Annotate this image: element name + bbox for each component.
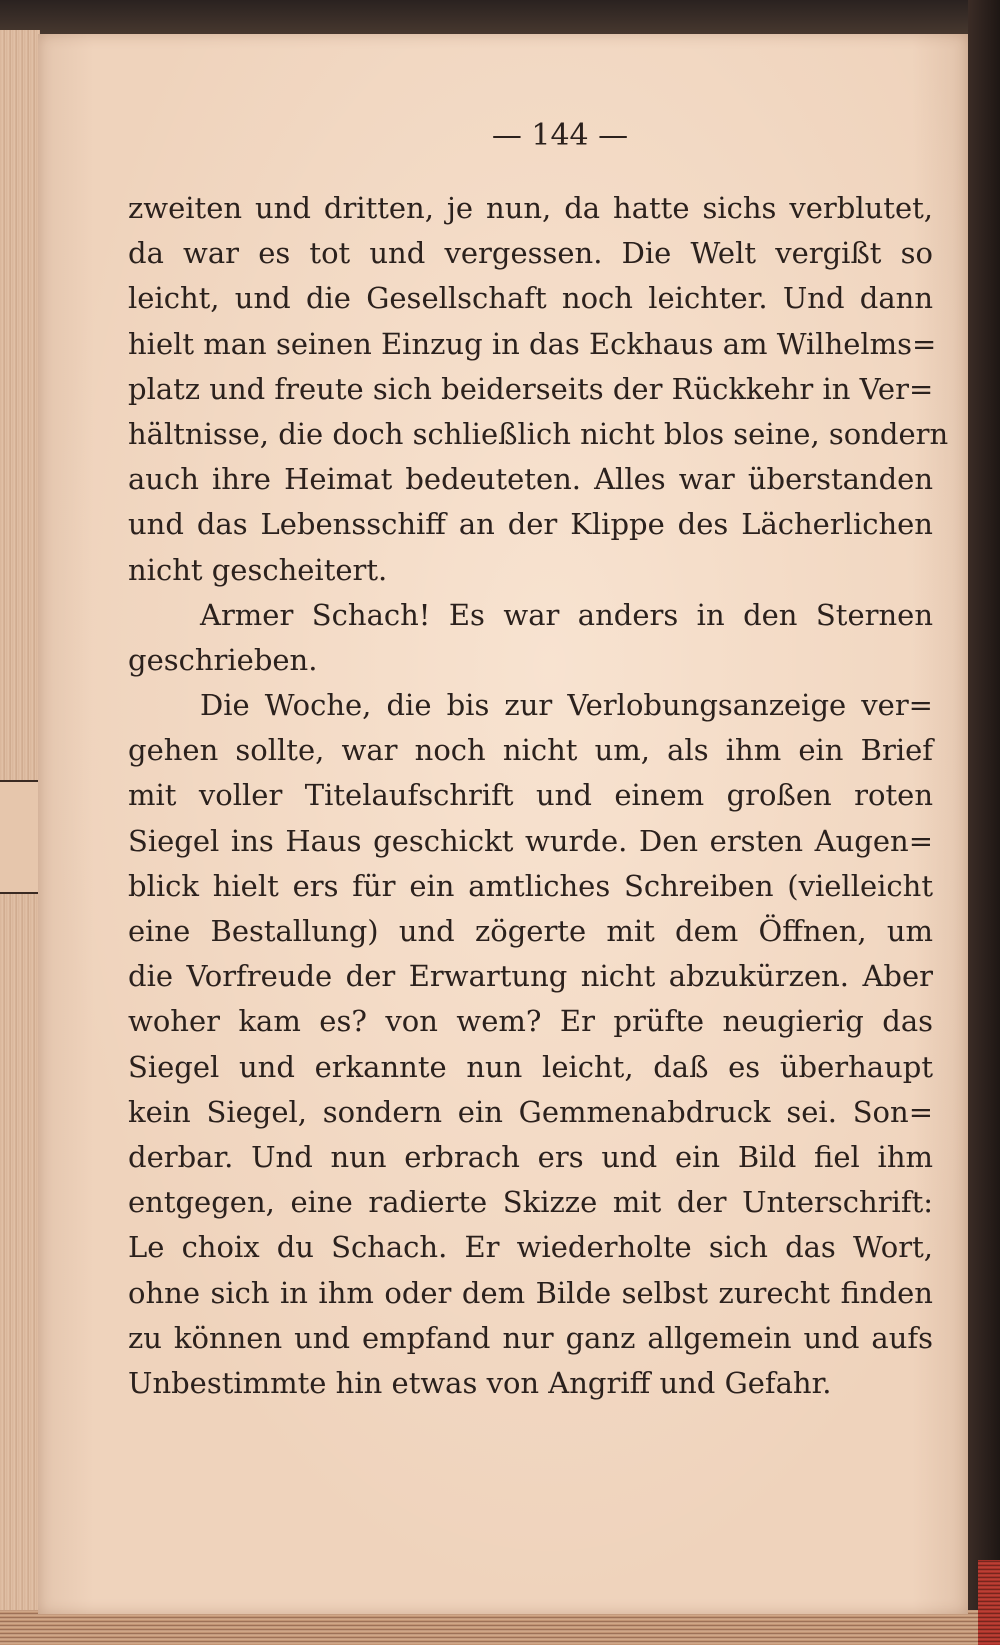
text-line: ohne sich in ihm oder dem Bilde selbst zurecht finden xyxy=(128,1275,933,1310)
text-line: Unbestimmte hin etwas von Angriff und Gefahr. xyxy=(128,1365,832,1400)
text-line: leicht, und die Gesellschaft noch leichter. Und dann xyxy=(128,281,933,316)
text-line: kein Siegel, sondern ein Gemmenabdruck sei. Son= xyxy=(128,1094,933,1129)
text-line: auch ihre Heimat bedeuteten. Alles war überstanden xyxy=(128,462,933,497)
text-line: platz und freute sich beiderseits der Rückkehr in Ver= xyxy=(128,371,934,406)
page-number: — 144 — xyxy=(491,118,629,153)
text-line: hielt man seinen Einzug in das Eckhaus am Wilhelms= xyxy=(128,326,937,361)
text-line: Siegel ins Haus geschickt wurde. Den ersten Augen= xyxy=(128,823,933,858)
text-line: geschrieben. xyxy=(128,642,318,677)
text-line: zweiten und dritten, je nun, da hatte sichs verblutet, xyxy=(128,191,933,225)
page-text xyxy=(128,186,949,1406)
text-line: woher kam es? von wem? Er prüfte neugierig das xyxy=(128,1004,933,1039)
text-line: Le choix du Schach. Er wiederholte sich das Wort, xyxy=(128,1230,933,1265)
text-line: Armer Schach! Es war anders in den Sternen xyxy=(200,597,933,632)
text-line: die Vorfreude der Erwartung nicht abzukürzen. Aber xyxy=(128,959,933,994)
bottom-page-edges xyxy=(0,1610,980,1645)
text-line: blick hielt ers für ein amtliches Schreiben (vielleicht xyxy=(128,868,933,903)
text-line: nicht gescheitert. xyxy=(128,552,388,587)
text-line: hältnisse, die doch schließlich nicht blos seine, sondern xyxy=(128,416,949,451)
text-line: eine Bestallung) und zögerte mit dem Öffnen, um xyxy=(128,914,933,948)
text-line: entgegen, eine radierte Skizze mit der Unterschrift: xyxy=(128,1185,933,1220)
text-line: Die Woche, die bis zur Verlobungsanzeige ver= xyxy=(200,688,933,723)
text-line: da war es tot und vergessen. Die Welt vergißt so xyxy=(128,236,933,271)
text-line: zu können und empfand nur ganz allgemein und aufs xyxy=(128,1320,933,1355)
text-line: derbar. Und nun erbrach ers und ein Bild fiel ihm xyxy=(128,1139,933,1174)
text-line: Siegel und erkannte nun leicht, daß es überhaupt xyxy=(128,1049,933,1084)
book-cover-edge xyxy=(0,0,1000,38)
red-page-edge xyxy=(978,1560,1000,1645)
text-line: gehen sollte, war noch nicht um, als ihm ein Brief xyxy=(128,733,933,768)
book-spine-edge xyxy=(968,0,1000,1645)
text-line: und das Lebensschiff an der Klippe des Lächerlichen xyxy=(128,507,933,542)
text-line: mit voller Titelaufschrift und einem großen roten xyxy=(128,778,933,813)
